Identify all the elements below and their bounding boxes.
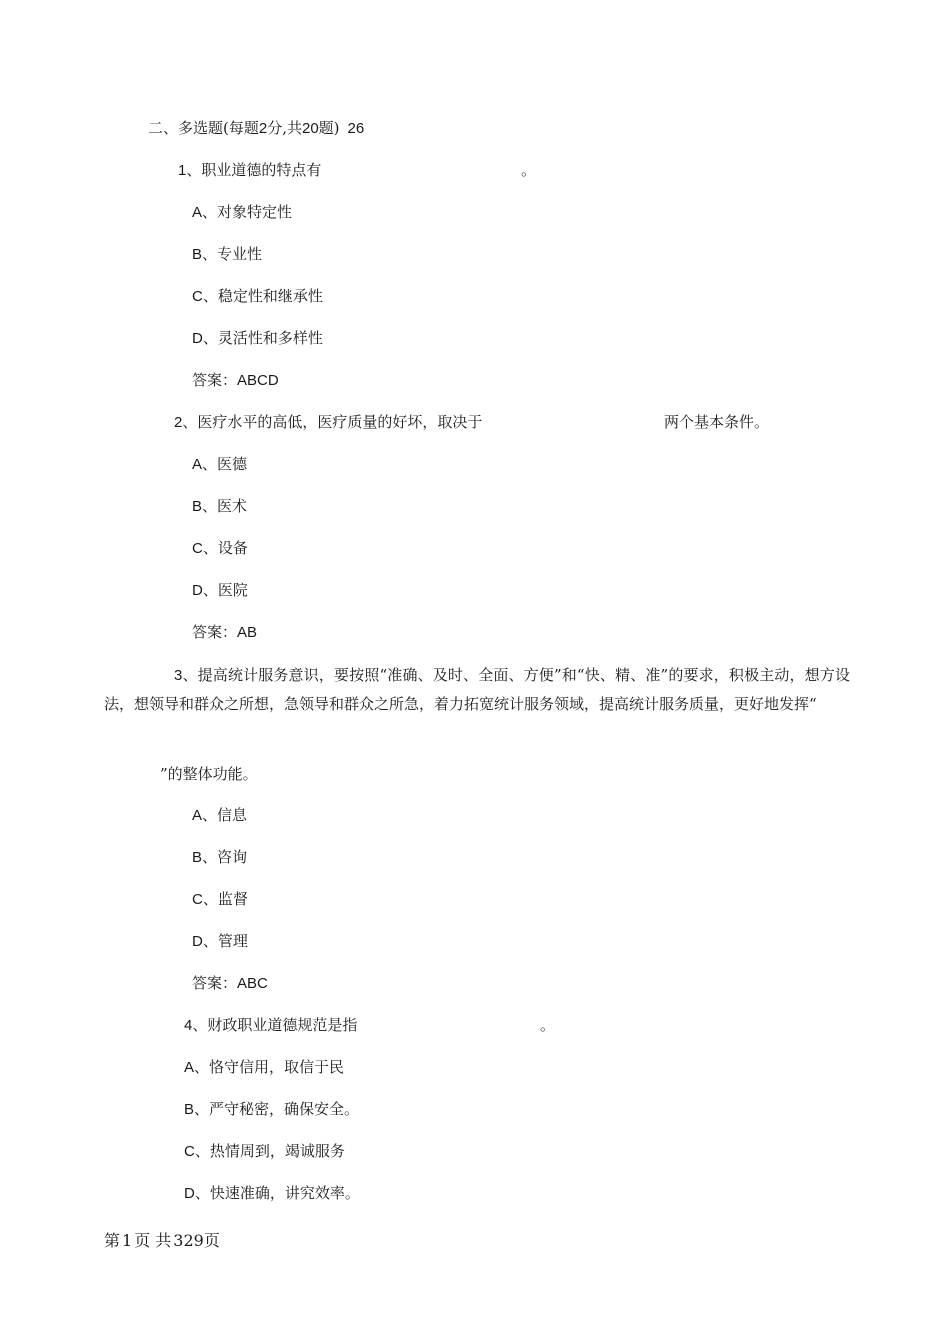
q2-answer: 答案：AB: [192, 623, 258, 641]
footer-page: 1: [122, 1231, 133, 1250]
page-footer: [104, 1231, 220, 1251]
question-text: 、职业道德的特点有: [186, 161, 322, 179]
q3-answer: 答案：ABC: [192, 974, 268, 992]
question-number: 2: [174, 414, 183, 431]
question-1-stem: [178, 160, 321, 181]
q4-option-d: D、快速准确，讲究效率。: [184, 1184, 360, 1202]
q4-option-a: A、恪守信用，取信于民: [184, 1058, 345, 1076]
q2-option-d: D、医院: [192, 581, 248, 599]
footer-mid: 页 共: [134, 1231, 172, 1250]
q1-option-c: C、稳定性和继承性: [192, 287, 323, 305]
section-prefix: 二、多选题(每题: [148, 119, 259, 137]
q4-option-b: B、严守秘密，确保安全。: [184, 1100, 360, 1118]
q3-option-d: D、管理: [192, 932, 248, 950]
section-heading: [148, 118, 364, 139]
footer-suffix: 页: [203, 1231, 220, 1250]
footer-total: 329: [173, 1231, 204, 1250]
q2-option-c: C、设备: [192, 539, 248, 557]
q3-option-a: A、信息: [192, 806, 248, 824]
section-trailing: 26: [347, 120, 365, 137]
question-number: 4: [184, 1017, 193, 1034]
q2-option-b: B、医术: [192, 497, 248, 515]
q1-answer: 答案：ABCD: [192, 371, 279, 389]
q1-option-a: A、对象特定性: [192, 203, 293, 221]
question-3-end: ”的整体功能。: [160, 765, 258, 783]
question-text: 、医疗水平的高低，医疗质量的好坏，取决于: [182, 413, 483, 431]
question-number: 1: [178, 162, 187, 179]
question-1-end: 。: [521, 161, 537, 179]
question-2-stem: [174, 412, 482, 433]
question-2-end: 两个基本条件。: [664, 413, 770, 431]
question-number: 3: [174, 667, 183, 684]
q3-option-c: C、监督: [192, 890, 248, 908]
q3-option-b: B、咨询: [192, 848, 248, 866]
section-num1: 2: [258, 120, 268, 137]
q4-option-c: C、热情周到，竭诚服务: [184, 1142, 345, 1160]
question-3-stem: [104, 661, 850, 719]
q1-option-b: B、专业性: [192, 245, 263, 263]
section-mid1: 分,共: [267, 119, 302, 137]
section-num2: 20: [301, 120, 319, 137]
section-suffix: 题): [318, 119, 340, 137]
question-4-end: 。: [540, 1016, 556, 1034]
question-4-stem: [184, 1015, 357, 1036]
question-text: 、提高统计服务意识，要按照“准确、及时、全面、方便”和“快、精、准”的要求，积极主动，想方设法，想领导和群众之所想，急领导和群众之所急，着力拓宽统计服务领域，提高统计服务质量，更好地发挥“: [104, 666, 850, 713]
q1-option-d: D、灵活性和多样性: [192, 329, 323, 347]
q2-option-a: A、医德: [192, 455, 248, 473]
question-text: 、财政职业道德规范是指: [192, 1016, 358, 1034]
footer-prefix: 第: [104, 1231, 121, 1250]
